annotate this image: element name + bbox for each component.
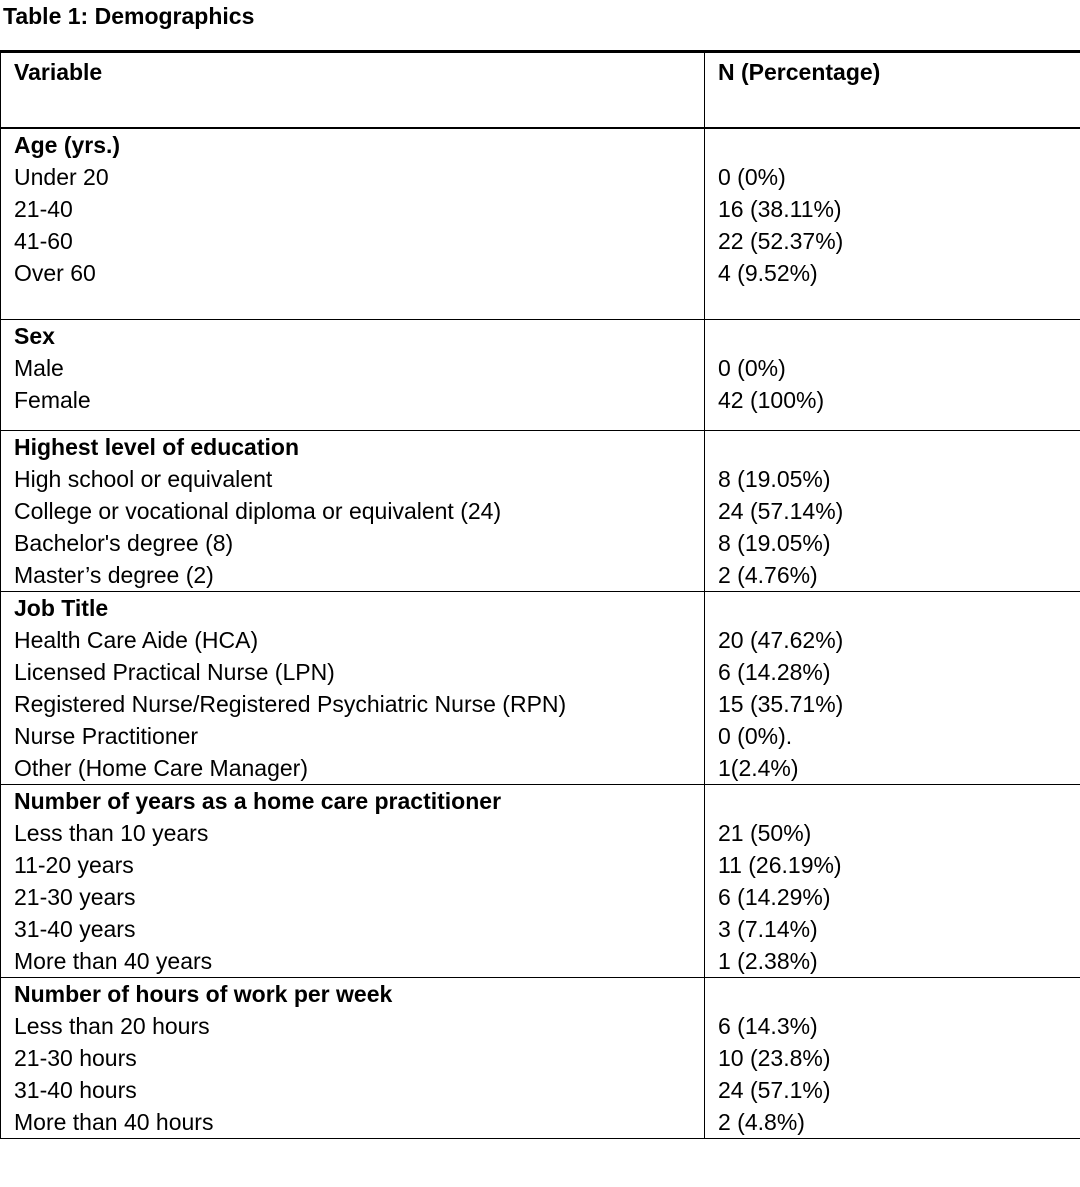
row-value: 42 (100%): [718, 387, 825, 413]
row-label: 31-40 hours: [14, 1077, 137, 1103]
row-value: 2 (4.76%): [718, 562, 818, 588]
row-value: 6 (14.3%): [718, 1013, 818, 1039]
row-value: 22 (52.37%): [718, 228, 844, 254]
section-title: Number of hours of work per week: [14, 981, 393, 1007]
row-value: 8 (19.05%): [718, 466, 831, 492]
section-values: [705, 978, 1080, 1139]
row-label: More than 40 hours: [14, 1109, 214, 1135]
row-value: 0 (0%).: [718, 723, 793, 749]
row-label: Master’s degree (2): [14, 562, 214, 588]
row-label: More than 40 years: [14, 948, 213, 974]
section-labels: [1, 431, 705, 592]
row-label: Bachelor's degree (8): [14, 530, 234, 556]
section-age: [1, 128, 1080, 320]
row-label: Nurse Practitioner: [14, 723, 199, 749]
table-caption: Table 1: Demographics: [3, 3, 255, 29]
row-value: 6 (14.28%): [718, 659, 831, 685]
section-sex: [1, 320, 1080, 431]
row-value: 0 (0%): [718, 355, 786, 381]
section-labels: [1, 128, 705, 320]
row-label: Registered Nurse/Registered Psychiatric Nurse (RPN): [14, 691, 567, 717]
row-label: Over 60: [14, 260, 96, 286]
row-value: 24 (57.1%): [718, 1077, 831, 1103]
section-hours-week: [1, 978, 1080, 1139]
section-job-title: [1, 592, 1080, 785]
row-label: Other (Home Care Manager): [14, 755, 308, 781]
row-value: 11 (26.19%): [718, 852, 842, 878]
section-values: [705, 431, 1080, 592]
row-value: 3 (7.14%): [718, 916, 818, 942]
row-label: Less than 20 hours: [14, 1013, 210, 1039]
section-labels: [1, 785, 705, 978]
demographics-table: [0, 50, 1080, 1139]
row-label: Male: [14, 355, 64, 381]
row-value: 8 (19.05%): [718, 530, 831, 556]
row-value: 1 (2.38%): [718, 948, 818, 974]
row-label: College or vocational diploma or equivalent (24): [14, 498, 502, 524]
section-title: Number of years as a home care practitioner: [14, 788, 502, 814]
row-value: 0 (0%): [718, 164, 786, 190]
section-title: Sex: [14, 323, 55, 349]
row-label: 41-60: [14, 228, 73, 254]
row-label: Female: [14, 387, 91, 413]
section-labels: [1, 320, 705, 431]
row-label: 21-30 years: [14, 884, 136, 910]
row-value: 10 (23.8%): [718, 1045, 831, 1071]
header-value: N (Percentage): [705, 52, 1080, 129]
row-value: 4 (9.52%): [718, 260, 818, 286]
row-value: 6 (14.29%): [718, 884, 831, 910]
section-years-practice: [1, 785, 1080, 978]
row-value: 1(2.4%): [718, 755, 799, 781]
section-title: Age (yrs.): [14, 132, 121, 158]
section-title: Highest level of education: [14, 434, 299, 460]
row-label: Less than 10 years: [14, 820, 209, 846]
row-value: 15 (35.71%): [718, 691, 844, 717]
table-header-row: [1, 52, 1080, 129]
row-label: 31-40 years: [14, 916, 136, 942]
row-value: 20 (47.62%): [718, 627, 844, 653]
section-title: Job Title: [14, 595, 109, 621]
row-label: 21-40: [14, 196, 73, 222]
row-value: 16 (38.11%): [718, 196, 842, 222]
row-label: High school or equivalent: [14, 466, 273, 492]
row-value: 21 (50%): [718, 820, 812, 846]
row-label: Health Care Aide (HCA): [14, 627, 259, 653]
row-label: Licensed Practical Nurse (LPN): [14, 659, 335, 685]
row-value: 24 (57.14%): [718, 498, 844, 524]
row-value: 2 (4.8%): [718, 1109, 805, 1135]
section-values: [705, 128, 1080, 320]
header-variable: Variable: [1, 52, 705, 129]
section-values: [705, 320, 1080, 431]
row-label: Under 20: [14, 164, 109, 190]
section-education: [1, 431, 1080, 592]
section-values: [705, 785, 1080, 978]
row-label: 11-20 years: [14, 852, 134, 878]
section-values: [705, 592, 1080, 785]
row-label: 21-30 hours: [14, 1045, 137, 1071]
section-labels: [1, 592, 705, 785]
section-labels: [1, 978, 705, 1139]
